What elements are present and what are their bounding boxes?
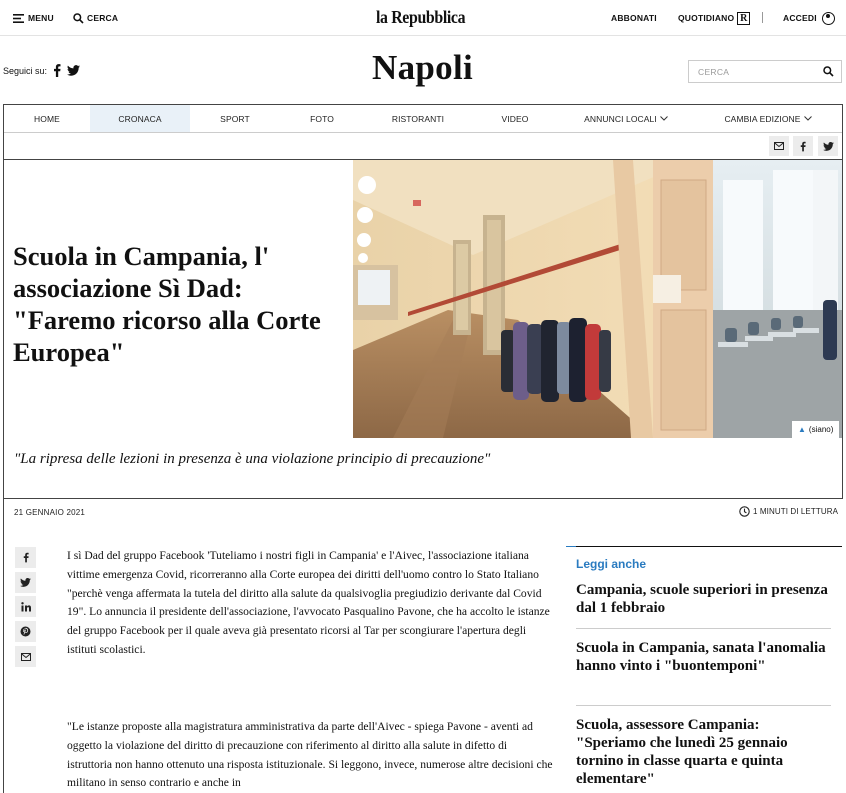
search-input[interactable] <box>698 67 808 77</box>
nav-label: FOTO <box>310 113 334 124</box>
school-corridor-image <box>353 160 842 438</box>
related-article-link[interactable]: Scuola, assessore Campania: "Speriamo che lunedì 25 gennaio tornino in classe quarta e quinta elementare" <box>576 717 788 787</box>
mail-icon <box>21 653 31 661</box>
credit-text: (siano) <box>808 425 834 434</box>
daily-edition-link[interactable] <box>678 0 750 36</box>
divider <box>566 546 576 547</box>
nav-label: CAMBIA EDIZIONE <box>724 113 801 124</box>
social-follow <box>3 64 80 77</box>
nav-label: SPORT <box>220 113 250 124</box>
search-icon <box>73 13 84 24</box>
hamburger-icon <box>13 14 24 23</box>
nav-item-cronaca[interactable] <box>90 105 190 132</box>
read-time <box>739 506 838 517</box>
chevron-down-icon <box>804 116 812 121</box>
divider <box>762 12 763 23</box>
twitter-icon <box>20 578 31 587</box>
related-article-link[interactable]: Campania, scuole superiori in presenza dal 1 febbraio <box>576 582 828 616</box>
image-credit <box>792 421 839 438</box>
subscribe-link[interactable]: ABBONATI <box>611 13 657 23</box>
nav-item-home[interactable] <box>4 105 90 132</box>
top-bar <box>0 0 846 36</box>
search-label: CERCA <box>87 13 119 23</box>
divider <box>3 498 843 499</box>
divider <box>576 705 831 706</box>
article-title: Scuola in Campania, l' associazione Sì Dad: "Faremo ricorso alla Corte Europea" <box>13 241 321 367</box>
facebook-icon <box>23 552 29 563</box>
section-nav <box>3 104 843 133</box>
caption-triangle-icon: ▲ <box>798 425 806 434</box>
frame-border <box>842 104 843 499</box>
nav-item-cambia-edizione[interactable] <box>694 105 842 132</box>
share-email-button[interactable] <box>769 136 789 156</box>
share-facebook-button[interactable] <box>793 136 813 156</box>
nav-label: CRONACA <box>118 113 162 124</box>
read-time-label: 1 MINUTI DI LETTURA <box>753 507 839 516</box>
related-label: Leggi anche <box>576 557 647 571</box>
share-twitter-button[interactable] <box>818 136 838 156</box>
menu-label: MENU <box>28 13 54 23</box>
article-date: 21 GENNAIO 2021 <box>14 508 86 517</box>
mail-icon <box>774 142 784 150</box>
user-icon <box>822 12 835 25</box>
divider <box>576 628 831 629</box>
search-icon[interactable] <box>823 66 834 77</box>
related-article-link[interactable]: Scuola in Campania, sanata l'anomalia hanno vinto i "buontemponi" <box>576 640 826 674</box>
nav-label: HOME <box>34 113 60 124</box>
linkedin-icon <box>21 602 31 612</box>
nav-item-sport[interactable] <box>190 105 280 132</box>
login-label: ACCEDI <box>783 13 817 23</box>
r-logo-icon: R <box>737 12 750 25</box>
hero-image[interactable] <box>353 160 842 438</box>
search-button[interactable] <box>73 0 118 36</box>
nav-label: ANNUNCI LOCALI <box>584 113 657 124</box>
article-summary: "La ripresa delle lezioni in presenza è una violazione principio di precauzione" <box>14 451 491 467</box>
clock-icon <box>739 506 750 517</box>
login-button[interactable] <box>783 0 835 36</box>
nav-label: VIDEO <box>501 113 529 124</box>
divider <box>576 546 842 547</box>
facebook-icon[interactable] <box>53 64 61 77</box>
share-pinterest-button[interactable] <box>15 621 36 642</box>
twitter-icon[interactable] <box>67 65 80 76</box>
article-paragraph: "Le istanze proposte alla magistratura amministrativa da parte dell'Aivec - spiega Pavone - aventi ad oggetto la violazione del diritto di precauzione con riferimento al diritto alla salute in difetto di istruttoria non hanno ottenuto una risposta istituzionale. Si leggono, invece, numerose altre decisioni che militano in senso contrario e anche in <box>67 720 553 790</box>
nav-item-video[interactable] <box>472 105 558 132</box>
pinterest-icon <box>20 626 31 637</box>
share-twitter-button[interactable] <box>15 572 36 593</box>
daily-label: QUOTIDIANO <box>678 13 735 23</box>
share-facebook-button[interactable] <box>15 547 36 568</box>
chevron-down-icon <box>660 116 668 121</box>
site-logo[interactable]: la Repubblica <box>376 7 466 27</box>
share-email-button[interactable] <box>15 646 36 667</box>
nav-item-foto[interactable] <box>280 105 364 132</box>
edition-title[interactable]: Napoli <box>372 48 473 87</box>
share-linkedin-button[interactable] <box>15 596 36 617</box>
frame-border <box>3 104 4 793</box>
menu-button[interactable] <box>13 0 54 36</box>
twitter-icon <box>823 142 834 151</box>
nav-item-ristoranti[interactable] <box>364 105 472 132</box>
article-paragraph: I sì Dad del gruppo Facebook 'Tuteliamo i nostri figli in Campania' e l'Aivec, l'associazione italiana vittime emergenza Covid, ricorreranno alla Corte europea dei diritti dell'uomo contro lo Stato Italiano "perchè venga affermata la tutela del diritto alla salute da qualsivoglia pregiudizio derivante dal Covid 19". Lo annuncia il presidente dell'associazione, l'avvocato Pasqualino Pavone, che ha accolto le istanze del gruppo Facebook per il quale aveva già presentato ricorsi al Tar per scongiurare l'apertura degli istituti scolastici. <box>67 549 550 656</box>
facebook-icon <box>800 141 806 152</box>
follow-label: Seguici su: <box>3 65 48 76</box>
header-search <box>688 60 842 83</box>
nav-item-annunci-locali[interactable] <box>558 105 694 132</box>
nav-label: RISTORANTI <box>391 113 445 124</box>
